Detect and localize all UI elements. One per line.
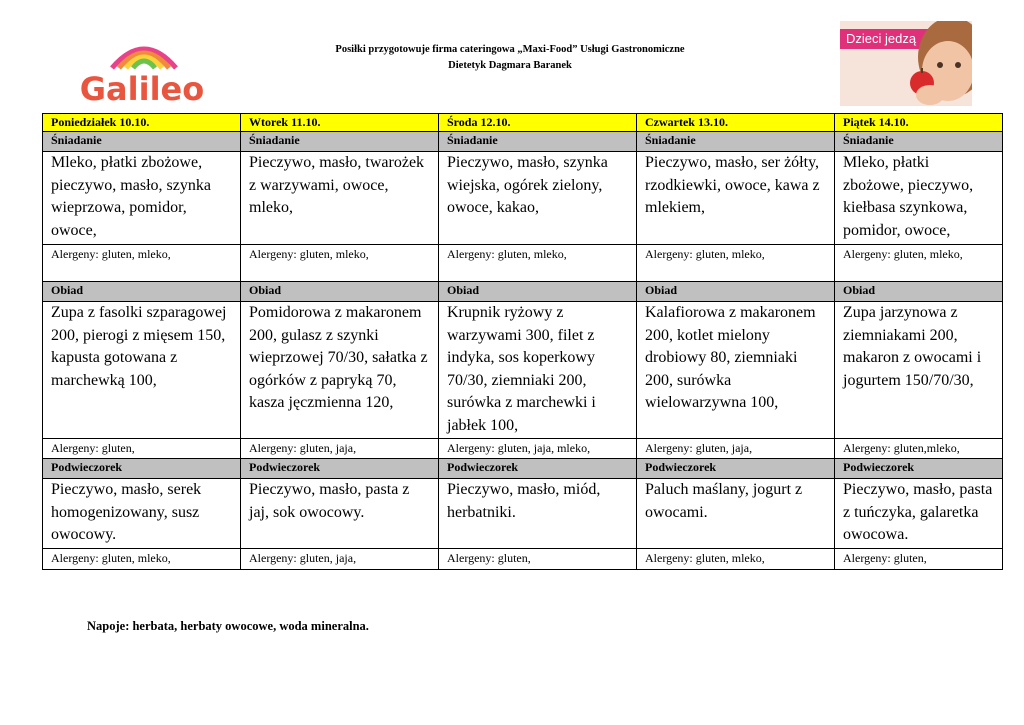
meal-cell: Pieczywo, masło, pasta z jaj, sok owocowy. (241, 479, 439, 549)
section-label: Podwieczorek (835, 459, 1003, 479)
dietitian-line: Dietetyk Dagmara Baranek (448, 60, 572, 71)
day-header: Piątek 14.10. (835, 114, 1003, 132)
snack-allergens-row (43, 549, 1003, 570)
allergen-cell: Alergeny: gluten, mleko, (241, 245, 439, 282)
section-label: Śniadanie (835, 132, 1003, 152)
snack-meals-row (43, 479, 1003, 549)
header (260, 42, 760, 74)
meal-cell: Zupa jarzynowa z ziemniakami 200, makaron z owocami i jogurtem 150/70/30, (835, 302, 1003, 439)
section-label: Obiad (241, 282, 439, 302)
meal-cell: Mleko, płatki zbożowe, pieczywo, kiełbasa szynkowa, pomidor, owoce, (835, 152, 1003, 245)
allergen-cell: Alergeny: gluten, (43, 439, 241, 459)
meal-cell: Kalafiorowa z makaronem 200, kotlet mielony drobiowy 80, ziemniaki 200, surówka wielowarzywna 100, (637, 302, 835, 439)
meal-cell: Pieczywo, masło, ser żółty, rzodkiewki, owoce, kawa z mlekiem, (637, 152, 835, 245)
kids-eating-photo (840, 21, 972, 106)
breakfast-meals-row (43, 152, 1003, 245)
days-row (43, 114, 1003, 132)
section-label: Śniadanie (637, 132, 835, 152)
day-header: Poniedziałek 10.10. (43, 114, 241, 132)
allergen-cell: Alergeny: gluten, mleko, (637, 245, 835, 282)
section-label: Podwieczorek (43, 459, 241, 479)
allergen-cell: Alergeny: gluten, (835, 549, 1003, 570)
meal-cell: Paluch maślany, jogurt z owocami. (637, 479, 835, 549)
meal-cell: Pieczywo, masło, twarożek z warzywami, owoce, mleko, (241, 152, 439, 245)
caterer-line: Posiłki przygotowuje firma cateringowa „Maxi-Food” Usługi Gastronomiczne (335, 44, 685, 55)
meal-cell: Pieczywo, masło, serek homogenizowany, susz owocowy. (43, 479, 241, 549)
lunch-meals-row (43, 302, 1003, 439)
meal-cell: Pomidorowa z makaronem 200, gulasz z szynki wieprzowej 70/30, sałatka z ogórków z papryką 70, kasza jęczmienna 120, (241, 302, 439, 439)
allergen-cell: Alergeny: gluten, (439, 549, 637, 570)
allergen-cell: Alergeny: gluten, jaja, mleko, (439, 439, 637, 459)
lunch-allergens-row (43, 439, 1003, 459)
svg-text:Galileo: Galileo (79, 70, 205, 108)
section-label: Śniadanie (241, 132, 439, 152)
meal-cell: Krupnik ryżowy z warzywami 300, filet z indyka, sos koperkowy 70/30, ziemniaki 200, surówka z marchewki i jabłek 100, (439, 302, 637, 439)
meal-cell: Pieczywo, masło, szynka wiejska, ogórek zielony, owoce, kakao, (439, 152, 637, 245)
allergen-cell: Alergeny: gluten, mleko, (835, 245, 1003, 282)
meal-cell: Pieczywo, masło, pasta z tuńczyka, galaretka owocowa. (835, 479, 1003, 549)
section-label: Obiad (637, 282, 835, 302)
allergen-cell: Alergeny: gluten, mleko, (43, 549, 241, 570)
meal-cell: Mleko, płatki zbożowe, pieczywo, masło, szynka wieprzowa, pomidor, owoce, (43, 152, 241, 245)
breakfast-section-row (43, 132, 1003, 152)
day-header: Czwartek 13.10. (637, 114, 835, 132)
meal-cell: Zupa z fasolki szparagowej 200, pierogi z mięsem 150, kapusta gotowana z marchewką 100, (43, 302, 241, 439)
section-label: Śniadanie (43, 132, 241, 152)
drinks-note: Napoje: herbata, herbaty owocowe, woda mineralna. (87, 619, 369, 633)
section-label: Podwieczorek (439, 459, 637, 479)
allergen-cell: Alergeny: gluten, jaja, (241, 549, 439, 570)
day-header: Środa 12.10. (439, 114, 637, 132)
photo-tag: Dzieci jedzą (840, 29, 936, 49)
breakfast-allergens-row (43, 245, 1003, 282)
child-with-apple-icon (840, 21, 972, 106)
section-label: Podwieczorek (241, 459, 439, 479)
allergen-cell: Alergeny: gluten,mleko, (835, 439, 1003, 459)
section-label: Obiad (439, 282, 637, 302)
allergen-cell: Alergeny: gluten, jaja, (637, 439, 835, 459)
lunch-section-row (43, 282, 1003, 302)
allergen-cell: Alergeny: gluten, mleko, (439, 245, 637, 282)
section-label: Obiad (43, 282, 241, 302)
snack-section-row (43, 459, 1003, 479)
weekly-menu-table (42, 113, 1003, 570)
section-label: Śniadanie (439, 132, 637, 152)
section-label: Obiad (835, 282, 1003, 302)
section-label: Podwieczorek (637, 459, 835, 479)
allergen-cell: Alergeny: gluten, jaja, (241, 439, 439, 459)
galileo-logo (68, 28, 216, 108)
allergen-cell: Alergeny: gluten, mleko, (637, 549, 835, 570)
meal-cell: Pieczywo, masło, miód, herbatniki. (439, 479, 637, 549)
allergen-cell: Alergeny: gluten, mleko, (43, 245, 241, 282)
day-header: Wtorek 11.10. (241, 114, 439, 132)
